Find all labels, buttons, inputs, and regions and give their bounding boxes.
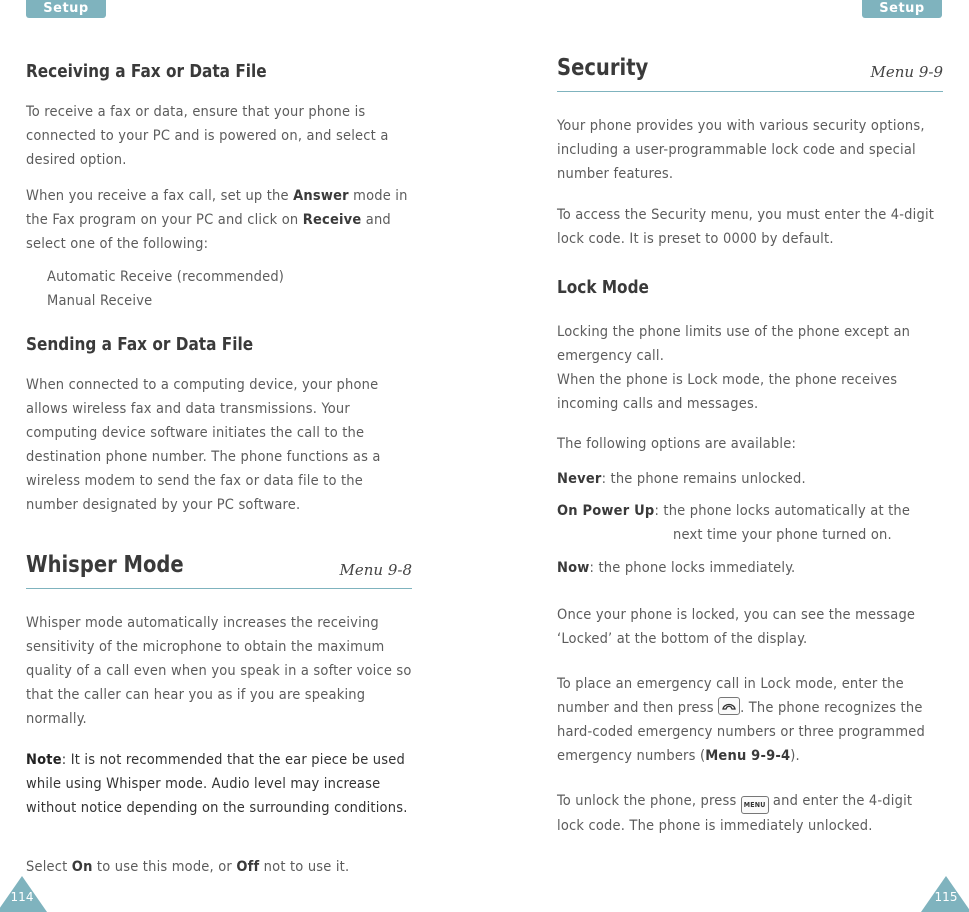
option-never: Never: the phone remains unlocked. bbox=[557, 471, 806, 487]
page-number-left: 114 bbox=[0, 876, 47, 912]
security-paragraph-2: To access the Security menu, you must enter the 4-digit lock code. It is preset to 0000 by default. bbox=[557, 207, 935, 247]
whisper-divider bbox=[26, 588, 412, 589]
security-divider bbox=[557, 91, 943, 92]
receive-option-manual: Manual Receive bbox=[47, 293, 153, 309]
menu-key-icon: MENU bbox=[741, 796, 769, 814]
locked-message-paragraph: Once your phone is locked, you can see the message ‘Locked’ at the bottom of the display. bbox=[557, 607, 916, 647]
whisper-mode-title: Whisper Mode bbox=[26, 552, 184, 578]
page-number-right: 115 bbox=[921, 876, 969, 912]
whisper-note: Note: It is not recommended that the ear piece be used while using Whisper mode. Audio level may increase without notice depending on the surrounding conditions. bbox=[26, 752, 408, 816]
receiving-paragraph: To receive a fax or data, ensure that your phone is connected to your PC and is powered on, and select a desired option. bbox=[26, 104, 389, 168]
unlock-paragraph: To unlock the phone, press MENU and enter the 4-digit lock code. The phone is immediately unlocked. bbox=[557, 793, 913, 834]
receive-option-automatic: Automatic Receive (recommended) bbox=[47, 269, 285, 285]
answer-term: Answer bbox=[293, 188, 349, 204]
section-tab-left: Setup bbox=[26, 0, 106, 18]
on-term: On bbox=[71, 859, 93, 875]
on-power-up-label: On Power Up bbox=[557, 503, 655, 519]
option-on-power-up: On Power Up: the phone locks automatically at the next time your phone turned on. bbox=[557, 503, 911, 543]
menu-9-9-4-ref: Menu 9-9-4 bbox=[705, 748, 791, 764]
security-paragraph-1: Your phone provides you with various security options, including a user-programmable lock code and special number features. bbox=[557, 118, 925, 182]
sending-paragraph: When connected to a computing device, your phone allows wireless fax and data transmissions. Your computing device software initiates the call to the destination phone number. The phone functions as a wireless modem to send the fax or data file to the number designated by your PC software. bbox=[26, 377, 381, 513]
option-now: Now: the phone locks immediately. bbox=[557, 560, 796, 576]
receiving-instructions: When you receive a fax call, set up the Answer mode in the Fax program on your PC and click on Receive and select one of the following: bbox=[26, 188, 408, 252]
never-label: Never bbox=[557, 471, 602, 487]
lock-mode-title: Lock Mode bbox=[557, 277, 649, 298]
now-label: Now bbox=[557, 560, 590, 576]
security-title: Security bbox=[557, 55, 649, 81]
whisper-paragraph: Whisper mode automatically increases the receiving sensitivity of the microphone to obtain the maximum quality of a call even when you speak in a softer voice so that the caller can hear you as if you are speaking normally. bbox=[26, 615, 412, 727]
receive-term: Receive bbox=[302, 212, 362, 228]
note-label: Note bbox=[26, 752, 62, 768]
lock-paragraph-1b: When the phone is Lock mode, the phone receives incoming calls and messages. bbox=[557, 372, 898, 412]
sending-title: Sending a Fax or Data File bbox=[26, 334, 254, 355]
whisper-menu-ref: Menu 9-8 bbox=[339, 561, 412, 579]
section-tab-right: Setup bbox=[862, 0, 942, 18]
receiving-title: Receiving a Fax or Data File bbox=[26, 61, 267, 82]
whisper-select-instruction: Select On to use this mode, or Off not to use it. bbox=[26, 859, 350, 875]
security-menu-ref: Menu 9-9 bbox=[870, 63, 943, 81]
send-key-icon bbox=[718, 697, 740, 715]
lock-options-intro: The following options are available: bbox=[557, 436, 797, 452]
off-term: Off bbox=[236, 859, 260, 875]
emergency-call-paragraph: To place an emergency call in Lock mode, enter the number and then press . The phone recognizes the hard-coded emergency numbers or three programmed emergency numbers (Menu 9-9-4). bbox=[557, 676, 925, 764]
lock-paragraph-1: Locking the phone limits use of the phone except an emergency call. bbox=[557, 324, 911, 364]
